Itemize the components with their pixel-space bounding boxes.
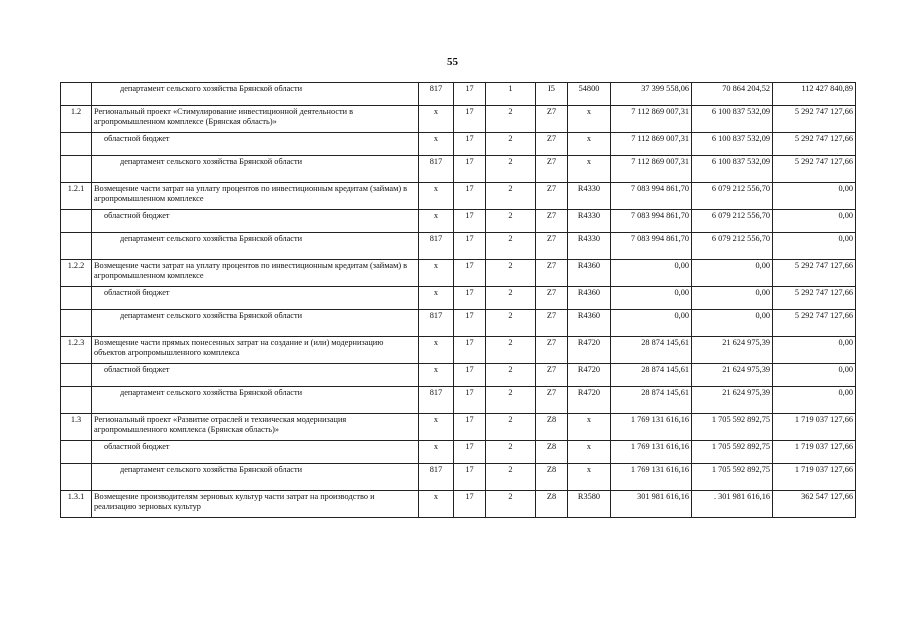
code-program: 17	[454, 310, 486, 337]
table-row	[61, 106, 856, 133]
amount-year-3: 5 292 747 127,66	[773, 106, 856, 133]
code-grbs: х	[419, 183, 454, 210]
row-description: областной бюджет	[92, 210, 419, 233]
amount-year-3: 1 719 037 127,66	[773, 414, 856, 441]
code-event: Z7	[536, 337, 568, 364]
amount-year-3: 1 719 037 127,66	[773, 464, 856, 491]
amount-year-2: 1 705 592 892,75	[692, 414, 773, 441]
table-row	[61, 310, 856, 337]
table-row	[61, 287, 856, 310]
row-description: областной бюджет	[92, 287, 419, 310]
code-event: Z7	[536, 233, 568, 260]
amount-year-2: 21 624 975,39	[692, 337, 773, 364]
table-row	[61, 233, 856, 260]
amount-year-2: 21 624 975,39	[692, 387, 773, 414]
table-body	[61, 83, 856, 518]
amount-year-3: 5 292 747 127,66	[773, 133, 856, 156]
amount-year-1: 28 874 145,61	[611, 337, 692, 364]
amount-year-2: 6 079 212 556,70	[692, 183, 773, 210]
code-program: 17	[454, 441, 486, 464]
code-direction: х	[568, 106, 611, 133]
code-direction: R4330	[568, 183, 611, 210]
code-program: 17	[454, 183, 486, 210]
code-direction: R4330	[568, 233, 611, 260]
code-subprogram: 2	[486, 287, 536, 310]
amount-year-1: 1 769 131 616,16	[611, 464, 692, 491]
code-subprogram: 2	[486, 106, 536, 133]
code-direction: R3580	[568, 491, 611, 518]
table-row	[61, 156, 856, 183]
code-direction: R4720	[568, 337, 611, 364]
code-event: I5	[536, 83, 568, 106]
table-row	[61, 183, 856, 210]
code-direction: R4330	[568, 210, 611, 233]
code-direction: R4720	[568, 387, 611, 414]
table-row	[61, 387, 856, 414]
amount-year-1: 7 083 994 861,70	[611, 233, 692, 260]
row-number	[61, 133, 92, 156]
table-row	[61, 491, 856, 518]
row-number	[61, 233, 92, 260]
row-number: 1.2	[61, 106, 92, 133]
amount-year-2: 1 705 592 892,75	[692, 464, 773, 491]
row-number	[61, 441, 92, 464]
code-program: 17	[454, 260, 486, 287]
row-description: департамент сельского хозяйства Брянской области	[92, 387, 419, 414]
row-number: 1.3.1	[61, 491, 92, 518]
row-description: Региональный проект «Стимулирование инвестиционной деятельности в агропромышленном комплексе (Брянская область)»	[92, 106, 419, 133]
amount-year-1: 28 874 145,61	[611, 387, 692, 414]
code-event: Z7	[536, 183, 568, 210]
code-event: Z7	[536, 287, 568, 310]
row-description: областной бюджет	[92, 364, 419, 387]
code-program: 17	[454, 83, 486, 106]
amount-year-1: 0,00	[611, 287, 692, 310]
code-grbs: 817	[419, 233, 454, 260]
code-subprogram: 2	[486, 414, 536, 441]
row-number	[61, 310, 92, 337]
table-row	[61, 464, 856, 491]
amount-year-2: 0,00	[692, 310, 773, 337]
amount-year-1: 7 112 869 007,31	[611, 133, 692, 156]
amount-year-1: 28 874 145,61	[611, 364, 692, 387]
code-grbs: х	[419, 414, 454, 441]
code-event: Z8	[536, 441, 568, 464]
amount-year-2: 6 079 212 556,70	[692, 210, 773, 233]
code-grbs: х	[419, 337, 454, 364]
code-event: Z7	[536, 387, 568, 414]
table-row	[61, 414, 856, 441]
table-row	[61, 133, 856, 156]
table-row	[61, 337, 856, 364]
code-grbs: х	[419, 260, 454, 287]
table-row	[61, 364, 856, 387]
amount-year-2: 6 100 837 532,09	[692, 133, 773, 156]
amount-year-3: 5 292 747 127,66	[773, 310, 856, 337]
row-number	[61, 210, 92, 233]
code-event: Z8	[536, 414, 568, 441]
code-program: 17	[454, 287, 486, 310]
code-event: Z7	[536, 260, 568, 287]
amount-year-3: 362 547 127,66	[773, 491, 856, 518]
code-grbs: 817	[419, 387, 454, 414]
code-direction: х	[568, 133, 611, 156]
code-direction: R4360	[568, 260, 611, 287]
code-subprogram: 2	[486, 464, 536, 491]
code-subprogram: 2	[486, 233, 536, 260]
code-subprogram: 1	[486, 83, 536, 106]
code-program: 17	[454, 106, 486, 133]
code-event: Z7	[536, 133, 568, 156]
row-description: департамент сельского хозяйства Брянской области	[92, 83, 419, 106]
code-grbs: х	[419, 287, 454, 310]
amount-year-3: 0,00	[773, 233, 856, 260]
page-number: 55	[447, 56, 458, 68]
code-direction: R4360	[568, 310, 611, 337]
code-direction: R4360	[568, 287, 611, 310]
code-program: 17	[454, 464, 486, 491]
code-grbs: х	[419, 364, 454, 387]
amount-year-2: 6 079 212 556,70	[692, 233, 773, 260]
code-program: 17	[454, 387, 486, 414]
code-grbs: 817	[419, 464, 454, 491]
amount-year-3: 0,00	[773, 387, 856, 414]
row-description: областной бюджет	[92, 133, 419, 156]
amount-year-1: 0,00	[611, 310, 692, 337]
table-row	[61, 83, 856, 106]
row-description: Возмещение части затрат на уплату процентов по инвестиционным кредитам (займам) в агропромышленном комплексе	[92, 183, 419, 210]
code-subprogram: 2	[486, 310, 536, 337]
code-direction: х	[568, 156, 611, 183]
code-grbs: х	[419, 491, 454, 518]
code-direction: R4720	[568, 364, 611, 387]
code-event: Z7	[536, 156, 568, 183]
code-event: Z7	[536, 364, 568, 387]
code-subprogram: 2	[486, 491, 536, 518]
code-program: 17	[454, 210, 486, 233]
code-subprogram: 2	[486, 260, 536, 287]
budget-table	[60, 82, 856, 518]
amount-year-3: 5 292 747 127,66	[773, 260, 856, 287]
code-program: 17	[454, 337, 486, 364]
code-subprogram: 2	[486, 364, 536, 387]
amount-year-2: 70 864 204,52	[692, 83, 773, 106]
code-program: 17	[454, 233, 486, 260]
amount-year-2: 21 624 975,39	[692, 364, 773, 387]
amount-year-1: 37 399 558,06	[611, 83, 692, 106]
amount-year-1: 7 112 869 007,31	[611, 106, 692, 133]
code-subprogram: 2	[486, 133, 536, 156]
amount-year-3: 0,00	[773, 364, 856, 387]
amount-year-2: 0,00	[692, 260, 773, 287]
code-direction: х	[568, 441, 611, 464]
amount-year-3: 0,00	[773, 210, 856, 233]
table-row	[61, 441, 856, 464]
amount-year-2: 1 705 592 892,75	[692, 441, 773, 464]
amount-year-1: 301 981 616,16	[611, 491, 692, 518]
code-subprogram: 2	[486, 441, 536, 464]
row-description: департамент сельского хозяйства Брянской области	[92, 233, 419, 260]
code-direction: х	[568, 414, 611, 441]
code-subprogram: 2	[486, 156, 536, 183]
code-event: Z8	[536, 491, 568, 518]
code-direction: х	[568, 464, 611, 491]
amount-year-3: 5 292 747 127,66	[773, 287, 856, 310]
code-program: 17	[454, 491, 486, 518]
table-row	[61, 210, 856, 233]
row-number	[61, 364, 92, 387]
row-number	[61, 387, 92, 414]
row-description: департамент сельского хозяйства Брянской области	[92, 156, 419, 183]
row-number	[61, 287, 92, 310]
row-number: 1.3	[61, 414, 92, 441]
code-grbs: х	[419, 133, 454, 156]
amount-year-3: 5 292 747 127,66	[773, 156, 856, 183]
code-grbs: х	[419, 441, 454, 464]
code-subprogram: 2	[486, 183, 536, 210]
code-event: Z7	[536, 106, 568, 133]
row-description: департамент сельского хозяйства Брянской области	[92, 310, 419, 337]
amount-year-1: 7 112 869 007,31	[611, 156, 692, 183]
row-description: Возмещение части прямых понесенных затрат на создание и (или) модернизацию объектов агропромышленного комплекса	[92, 337, 419, 364]
row-description: департамент сельского хозяйства Брянской области	[92, 464, 419, 491]
amount-year-3: 1 719 037 127,66	[773, 441, 856, 464]
amount-year-3: 112 427 840,89	[773, 83, 856, 106]
code-direction: 54800	[568, 83, 611, 106]
amount-year-2: 6 100 837 532,09	[692, 156, 773, 183]
code-program: 17	[454, 156, 486, 183]
row-description: областной бюджет	[92, 441, 419, 464]
row-number: 1.2.1	[61, 183, 92, 210]
code-program: 17	[454, 364, 486, 387]
code-subprogram: 2	[486, 210, 536, 233]
code-grbs: х	[419, 106, 454, 133]
code-program: 17	[454, 414, 486, 441]
code-subprogram: 2	[486, 387, 536, 414]
amount-year-2: . 301 981 616,16	[692, 491, 773, 518]
amount-year-3: 0,00	[773, 183, 856, 210]
code-event: Z7	[536, 310, 568, 337]
row-number: 1.2.2	[61, 260, 92, 287]
row-description: Возмещение части затрат на уплату процентов по инвестиционным кредитам (займам) в агропромышленном комплексе	[92, 260, 419, 287]
amount-year-2: 0,00	[692, 287, 773, 310]
code-event: Z7	[536, 210, 568, 233]
row-number	[61, 83, 92, 106]
code-grbs: х	[419, 210, 454, 233]
amount-year-1: 0,00	[611, 260, 692, 287]
code-event: Z8	[536, 464, 568, 491]
code-grbs: 817	[419, 310, 454, 337]
row-number: 1.2.3	[61, 337, 92, 364]
amount-year-2: 6 100 837 532,09	[692, 106, 773, 133]
amount-year-3: 0,00	[773, 337, 856, 364]
code-grbs: 817	[419, 156, 454, 183]
code-grbs: 817	[419, 83, 454, 106]
row-number	[61, 156, 92, 183]
row-description: Возмещение производителям зерновых культур части затрат на производство и реализацию зерновых культур	[92, 491, 419, 518]
code-subprogram: 2	[486, 337, 536, 364]
amount-year-1: 7 083 994 861,70	[611, 183, 692, 210]
code-program: 17	[454, 133, 486, 156]
amount-year-1: 1 769 131 616,16	[611, 441, 692, 464]
row-number	[61, 464, 92, 491]
row-description: Региональный проект «Развитие отраслей и техническая модернизация агропромышленного комплекса (Брянская область)»	[92, 414, 419, 441]
amount-year-1: 1 769 131 616,16	[611, 414, 692, 441]
table-row	[61, 260, 856, 287]
amount-year-1: 7 083 994 861,70	[611, 210, 692, 233]
